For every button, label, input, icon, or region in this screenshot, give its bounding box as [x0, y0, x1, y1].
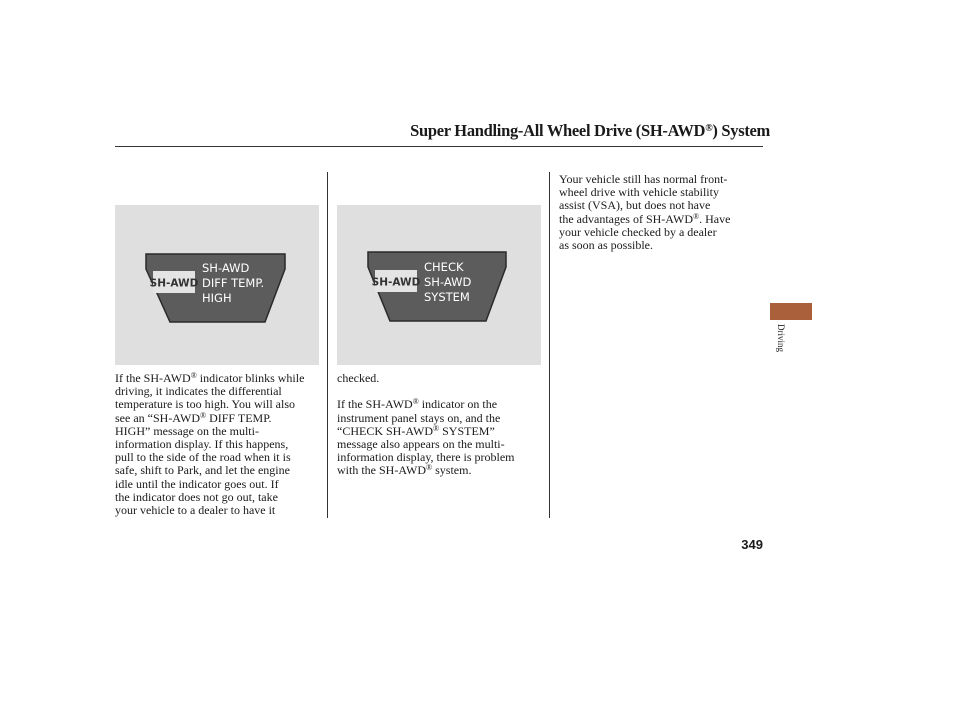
indicator-logo-text: SH-AWD [371, 276, 421, 289]
display-line-3: SYSTEM [424, 290, 470, 304]
section-tab [770, 303, 812, 320]
column-divider-1 [327, 172, 328, 518]
column-divider-2 [549, 172, 550, 518]
display-line-3: HIGH [202, 291, 232, 305]
display-line-2: DIFF TEMP. [202, 276, 265, 290]
col3-paragraph: Your vehicle still has normal front- wheel drive with vehicle stability assist (VSA), but does not have the advantages of SH-AWD®. Have your vehicle checked by a dealer as soon as possible. [559, 172, 731, 253]
section-label: Driving [776, 324, 786, 352]
figure-check-system [337, 205, 541, 365]
display-line-1: SH-AWD [202, 261, 250, 275]
display-line-1: CHECK [424, 260, 464, 274]
col1-paragraph: If the SH-AWD® indicator blinks while driving, it indicates the differential temperature is too high. You will also see an “SH-AWD® DIFF TEMP. HIGH” message on the multi- information display. If this happens, pull to the side of the road when it is safe, shift to Park, and let the engine idle until the indicator goes out. If the indicator does not go out, take your vehicle to a dealer to have it [115, 371, 305, 518]
figure-diff-temp [115, 205, 319, 365]
header-rule [115, 146, 763, 147]
col2-paragraph: checked. If the SH-AWD® indicator on the instrument panel stays on, and the “CHECK SH-AWD® SYSTEM” message also appears on the multi- information display, there is problem with the SH-AWD® system. [337, 371, 515, 478]
page-number: 349 [741, 537, 763, 552]
page-title: Super Handling-All Wheel Drive (SH-AWD®) System [410, 121, 770, 140]
display-line-2: SH-AWD [424, 275, 472, 289]
indicator-logo-text: SH-AWD [149, 277, 199, 290]
